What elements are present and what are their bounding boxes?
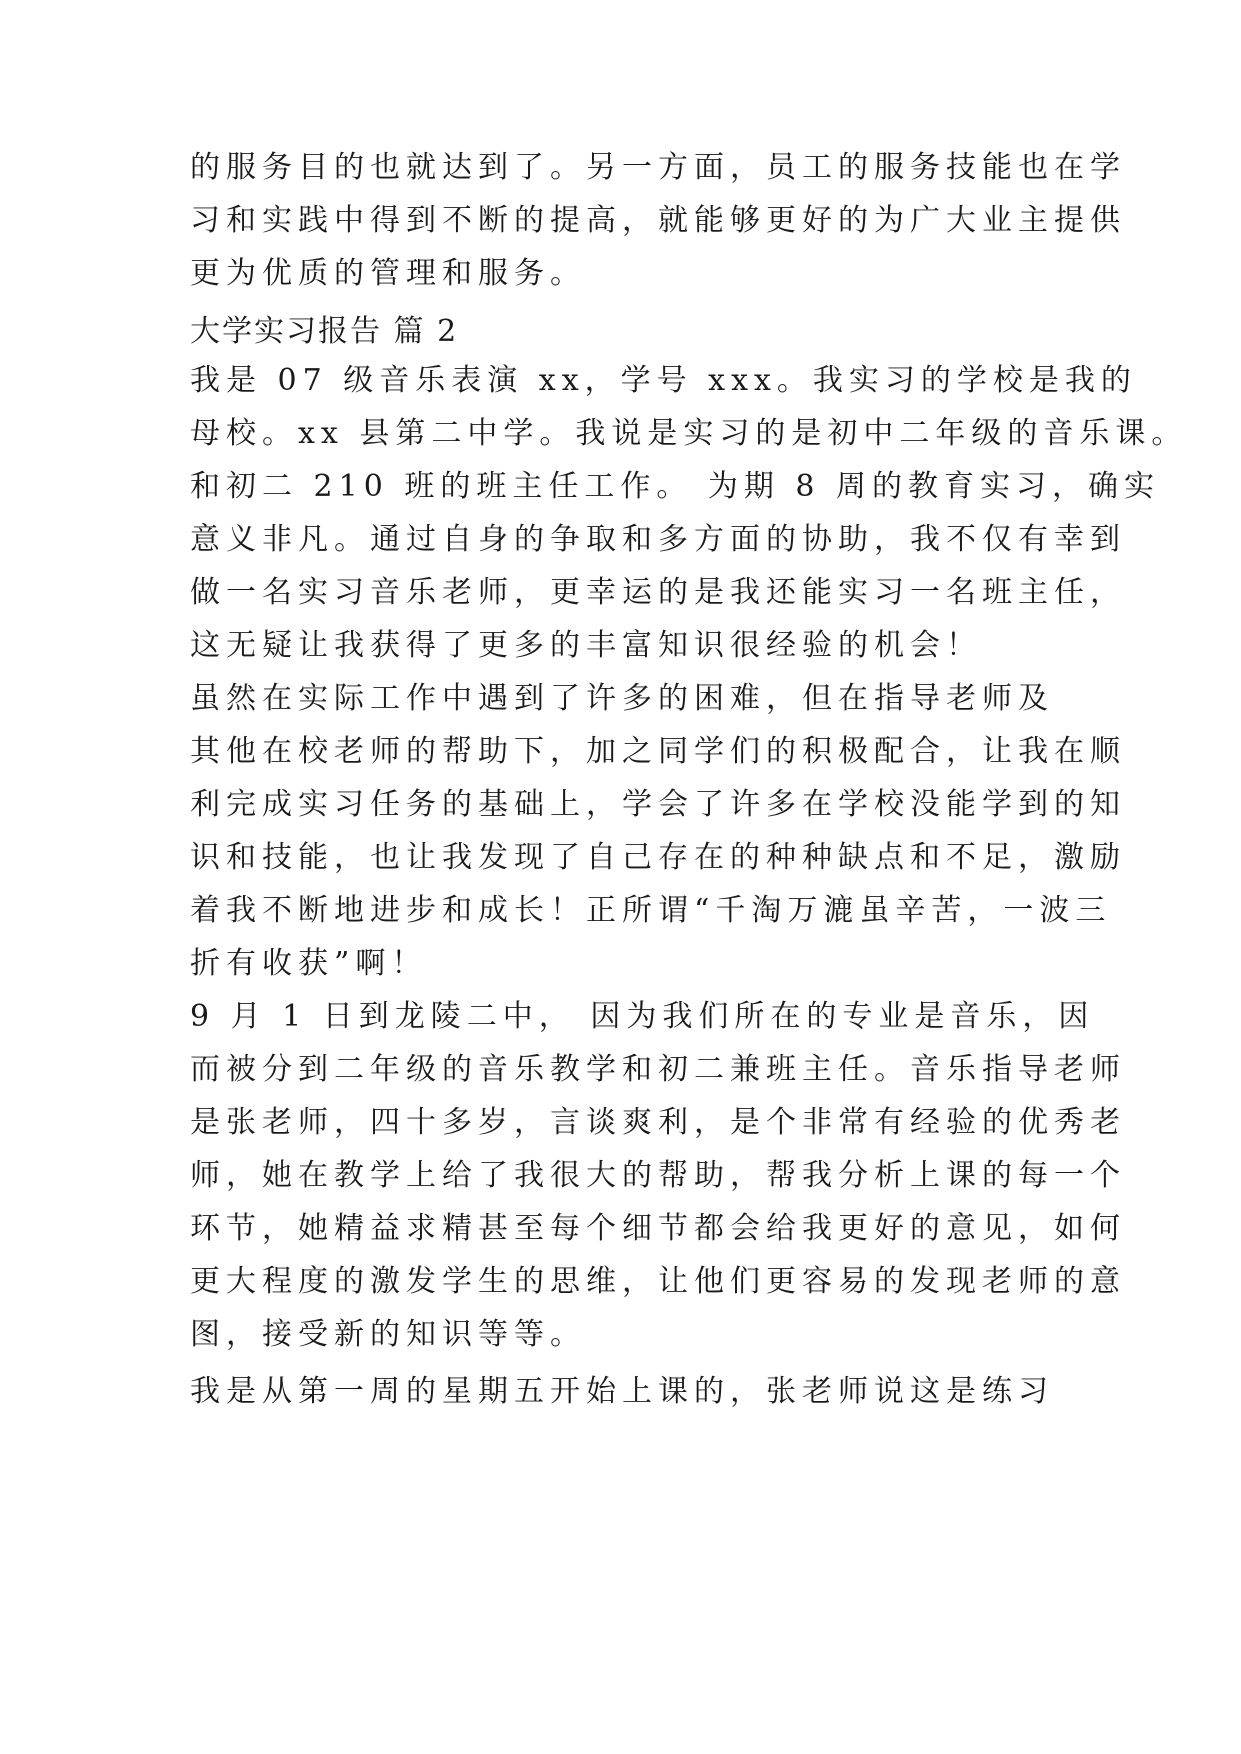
text-line: 图，接受新的知识等等。 bbox=[190, 1317, 586, 1352]
text-line: 我是从第一周的星期五开始上课的，张老师说这是练习 bbox=[190, 1374, 1054, 1409]
text-line: 环节，她精益求精甚至每个细节都会给我更好的意见，如何 bbox=[190, 1211, 1126, 1246]
text-line: 意义非凡。通过自身的争取和多方面的协助，我不仅有幸到 bbox=[190, 522, 1126, 557]
text-line: 的服务目的也就达到了。另一方面，员工的服务技能也在学 bbox=[190, 150, 1126, 185]
text-line: 识和技能，也让我发现了自己存在的种种缺点和不足，激励 bbox=[190, 840, 1126, 875]
text-line: 做一名实习音乐老师，更幸运的是我还能实习一名班主任， bbox=[190, 575, 1126, 610]
text-line: 着我不断地进步和成长！正所谓“千淘万漉虽辛苦，一波三 bbox=[190, 893, 1112, 928]
text-line: 更大程度的激发学生的思维，让他们更容易的发现老师的意 bbox=[190, 1264, 1126, 1299]
text-line: 利完成实习任务的基础上，学会了许多在学校没能学到的知 bbox=[190, 787, 1126, 822]
text-line: 这无疑让我获得了更多的丰富知识很经验的机会！ bbox=[190, 628, 982, 663]
text-line: 我是 07 级音乐表演 xx，学号 xxx。我实习的学校是我的 bbox=[190, 363, 1137, 398]
text-line: 师，她在教学上给了我很大的帮助，帮我分析上课的每一个 bbox=[190, 1158, 1126, 1193]
text-line: 和初二 210 班的班主任工作。 为期 8 周的教育实习，确实 bbox=[190, 469, 1161, 504]
text-line: 是张老师，四十多岁，言谈爽利，是个非常有经验的优秀老 bbox=[190, 1105, 1126, 1140]
text-line: 习和实践中得到不断的提高，就能够更好的为广大业主提供 bbox=[190, 203, 1126, 238]
text-line: 9 月 1 日到龙陵二中， 因为我们所在的专业是音乐，因 bbox=[190, 999, 1095, 1034]
text-line: 而被分到二年级的音乐教学和初二兼班主任。音乐指导老师 bbox=[190, 1052, 1126, 1087]
text-line: 虽然在实际工作中遇到了许多的困难，但在指导老师及 bbox=[190, 681, 1054, 716]
text-line: 其他在校老师的帮助下，加之同学们的积极配合，让我在顺 bbox=[190, 734, 1126, 769]
text-line: 更为优质的管理和服务。 bbox=[190, 256, 586, 291]
text-line: 折有收获”啊！ bbox=[190, 946, 428, 981]
section-heading: 大学实习报告 篇 2 bbox=[190, 314, 459, 349]
text-line: 母校。xx 县第二中学。我说是实习的是初中二年级的音乐课。 bbox=[190, 416, 1188, 451]
